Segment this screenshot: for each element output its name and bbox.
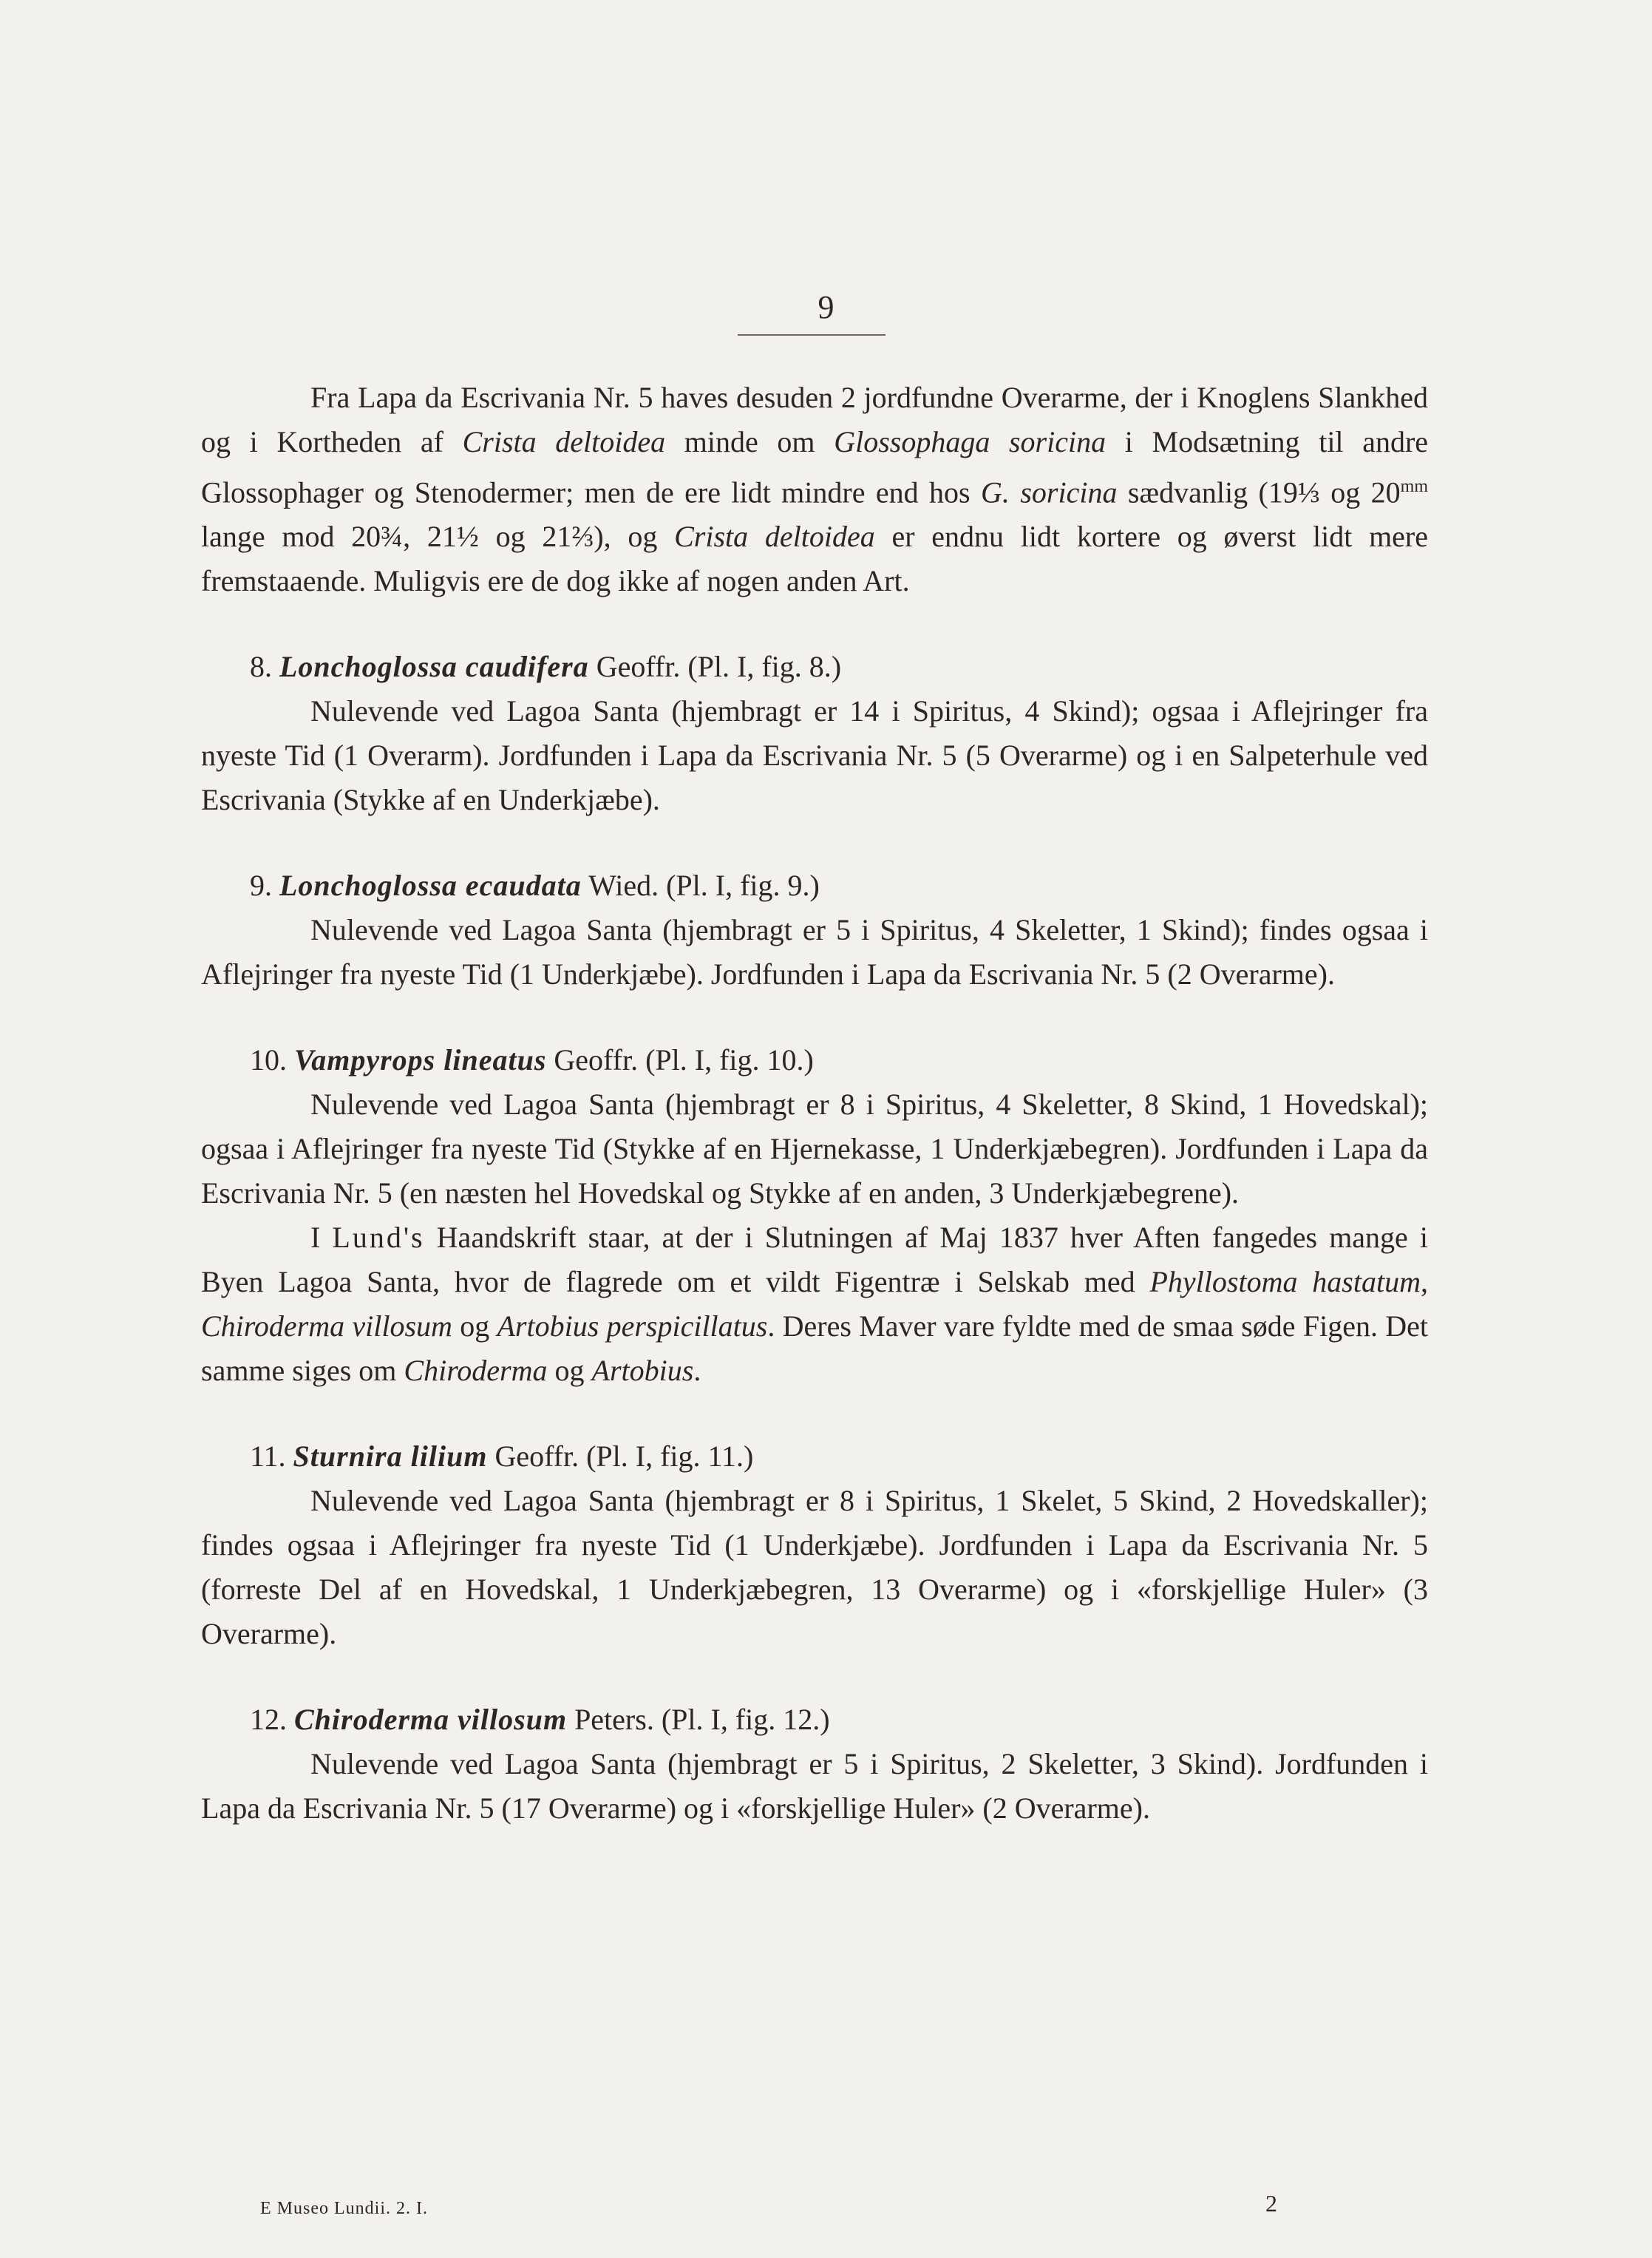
taxon-name: Crista deltoidea [674,520,875,554]
species-name: Chiroderma villosum [294,1703,568,1737]
unit-superscript: mm [1400,477,1429,496]
plate-reference: (Pl. I, fig. 12.) [653,1703,830,1737]
signature-number: 2 [1265,2190,1277,2217]
taxon-name: Chiroderma villosum [201,1309,452,1343]
species-note: I Lund's Haandskrift staar, at der i Slutningen af Maj 1837 hver Aften fangedes mange i Byen Lagoa Santa, hvor de flagrede om et vildt Figentræ i Selskab med Phyllostoma hastatum, Chiroderma villosum og Artobius perspicillatus. Deres Maver vare fyldte med de smaa søde Figen. Det samme siges om Chiroderma og Artobius. [201,1221,1428,1388]
plate-reference: (Pl. I, fig. 8.) [680,650,842,684]
taxon-name: Artobius perspicillatus [497,1309,768,1343]
species-body: Nulevende ved Lagoa Santa (hjembragt er 8 i Spiritus, 1 Skelet, 5 Skind, 2 Hovedskaller); findes ogsaa i Aflejringer fra nyeste Tid (1 Underkjæbe). Jordfunden i Lapa da Escrivania Nr. 5 (forreste Del af en Hovedskal, 1 Underkjæbegren, 13 Overarme) og i «forskjellige Huler» (3 Overarme). [201,1484,1428,1651]
plate-reference: (Pl. I, fig. 11.) [579,1440,754,1474]
species-name: Lonchoglossa caudifera [279,650,589,684]
species-name: Sturnira lilium [293,1440,488,1474]
text-block [201,376,1428,1831]
species-body: Nulevende ved Lagoa Santa (hjembragt er 5 i Spiritus, 2 Skeletter, 3 Skind). Jordfunden i Lapa da Escrivania Nr. 5 (17 Overarme) og i «forskjellige Huler» (2 Overarme). [201,1747,1428,1825]
species-entry [201,1038,1428,1393]
species-heading: 11. Sturnira lilium Geoffr. (Pl. I, fig. 11.) [250,1440,754,1474]
species-heading: 8. Lonchoglossa caudifera Geoffr. (Pl. I, fig. 8.) [250,650,842,684]
signature-mark: E Museo Lundii. 2. I. [260,2199,428,2218]
taxon-name: Glossophaga soricina [834,425,1107,458]
page-number: 9 [817,289,835,325]
species-body: Nulevende ved Lagoa Santa (hjembragt er 5 i Spiritus, 4 Skeletter, 1 Skind); findes ogsaa i Aflejringer fra nyeste Tid (1 Underkjæbe). Jordfunden i Lapa da Escrivania Nr. 5 (2 Overarme). [201,913,1428,991]
plate-reference: (Pl. I, fig. 10.) [638,1043,814,1077]
species-entry [201,864,1428,997]
taxon-name: Phyllostoma hastatum [1149,1265,1421,1299]
plate-reference: (Pl. I, fig. 9.) [659,869,820,903]
taxon-name: G. soricina [981,475,1118,509]
taxon-name: Artobius [591,1354,694,1388]
species-entry [201,1698,1428,1831]
page-number-rule [738,334,886,336]
intro-paragraph: Fra Lapa da Escrivania Nr. 5 haves desuden 2 jordfundne Overarme, der i Knoglens Slankhed og i Kortheden af Crista deltoidea minde om Glossophaga soricina i Modsætning til andre Glossophager og Stenodermer; men de ere lidt mindre end hos G. soricina sædvanlig (19⅓ og $20^{mm}$ lange mod 20¾, 21½ og 21⅔), og Crista deltoidea er endnu lidt kortere og øverst lidt mere fremstaaende. Muligvis ere de dog ikke af nogen anden Art. [201,381,1429,598]
species-heading: 9. Lonchoglossa ecaudata Wied. (Pl. I, fig. 9.) [250,869,820,903]
species-body: Nulevende ved Lagoa Santa (hjembragt er 14 i Spiritus, 4 Skind); ogsaa i Aflejringer fra nyeste Tid (1 Overarm). Jordfunden i Lapa da Escrivania Nr. 5 (5 Overarme) og i en Salpeterhule ved Escrivania (Stykke af en Underkjæbe). [201,694,1428,817]
species-name: Lonchoglossa ecaudata [279,869,582,903]
species-name: Vampyrops lineatus [294,1043,547,1077]
species-body: Nulevende ved Lagoa Santa (hjembragt er 8 i Spiritus, 4 Skeletter, 8 Skind, 1 Hovedskal); ogsaa i Aflejringer fra nyeste Tid (Stykke af en Hjernekasse, 1 Underkjæbegren). Jordfunden i Lapa da Escrivania Nr. 5 (en næsten hel Hovedskal og Stykke af en anden, 3 Underkjæbegrene). [201,1088,1428,1210]
species-heading: 12. Chiroderma villosum Peters. (Pl. I, fig. 12.) [250,1703,830,1737]
species-entry [201,645,1428,822]
species-entry [201,1434,1428,1656]
author-name: Lund's [332,1221,425,1255]
taxon-name: Chiroderma [404,1354,548,1388]
taxon-name: Crista deltoidea [462,425,666,458]
species-heading: 10. Vampyrops lineatus Geoffr. (Pl. I, fig. 10.) [250,1043,814,1077]
